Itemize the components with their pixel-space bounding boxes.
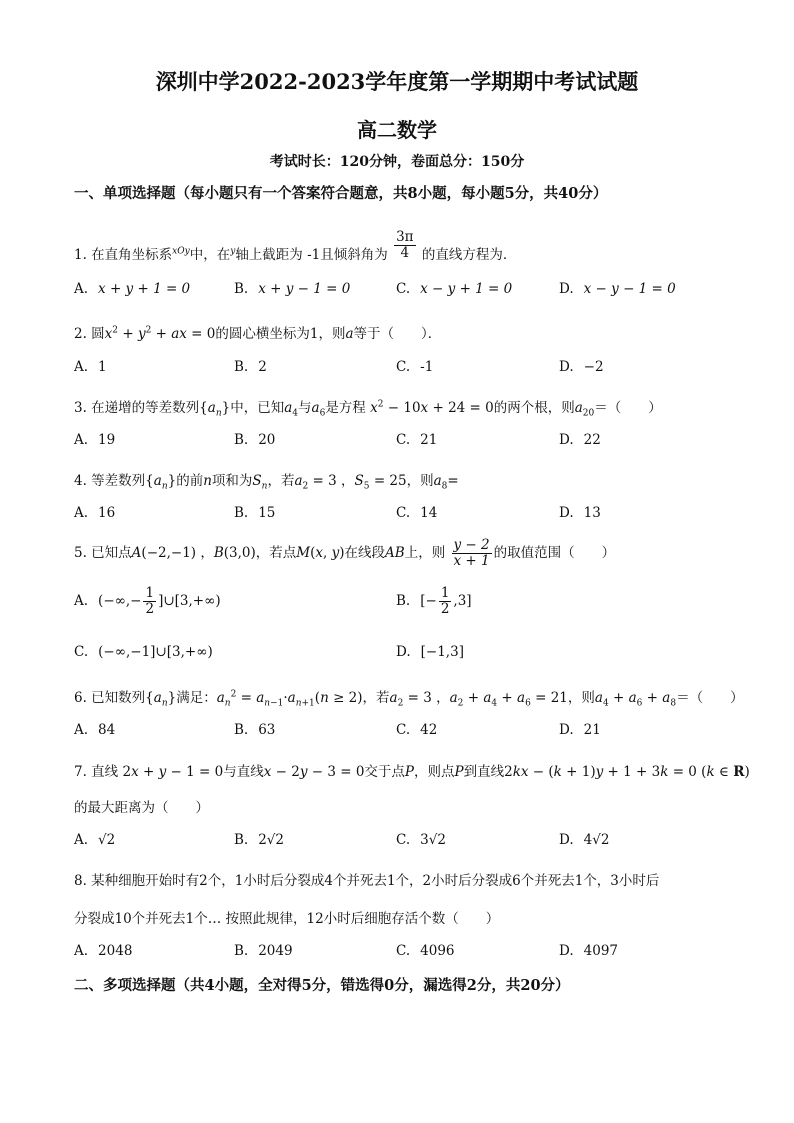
fraction-denominator: 2 (440, 600, 450, 617)
option-text: 20 (258, 432, 276, 448)
q1-text: 轴上截距为 -1且倾斜角为 (235, 246, 388, 263)
q7-text: 到直线 (463, 764, 505, 780)
q1-text: 的直线方程为． (421, 246, 517, 263)
option-text: 2049 (258, 943, 293, 959)
option-c[interactable] (396, 722, 437, 738)
option-text: (−∞,−1]∪[3,+∞) (98, 644, 213, 660)
q5-options-row2 (74, 644, 734, 666)
option-a[interactable] (74, 586, 221, 617)
q5-options-row1 (74, 586, 734, 620)
q4-options (74, 505, 734, 527)
option-label: D. (559, 359, 574, 375)
option-text: 63 (258, 722, 276, 738)
option-a[interactable] (74, 432, 115, 448)
option-text: 13 (583, 505, 601, 521)
option-label: B. (234, 505, 249, 521)
option-a[interactable] (74, 943, 132, 959)
question-1: 1. 在直角坐标系$^{xOy}$中，在$^y$轴上截距为 -1且倾斜角为 $\frac{3\pi}{4}$ 的直线方程为． (74, 229, 517, 263)
q3-text: 中，已知 (230, 400, 285, 416)
q6-text: ，则 (567, 690, 595, 706)
option-a[interactable] (74, 505, 115, 521)
section-single-choice: 一、单项选择题（每小题只有一个答案符合题意，共8小题，每小题5分，共40分） (74, 185, 608, 202)
q7-text-line2: 的最大距离为（ ） (74, 800, 209, 816)
option-text: 22 (583, 432, 601, 448)
option-text: 15 (258, 505, 276, 521)
option-d[interactable] (559, 832, 609, 848)
half-fraction (439, 586, 452, 617)
option-text: 19 (98, 432, 116, 448)
q3-text: ＝（ ） (594, 400, 662, 416)
question-7: 7. 直线 2x + y − 1 = 0与直线x − 2y − 3 = 0交于点P，则点P到直线2kx − (k + 1)y + 1 + 3k = 0 (k ∈ R) (74, 764, 750, 780)
option-label: D. (559, 432, 574, 448)
q5-expression-fraction (452, 538, 492, 569)
option-label: B. (234, 832, 249, 848)
option-label: A. (74, 359, 89, 375)
q6-text: ，若 (362, 690, 390, 706)
option-label: C. (396, 281, 411, 297)
option-label: D. (559, 281, 574, 297)
option-label: A. (74, 722, 89, 738)
question-2: 2. 圆$x^2 + y^2$ + ax = 0的圆心横坐标为1，则a等于（ ）． (74, 325, 442, 342)
option-label: A. (74, 943, 89, 959)
option-text: 21 (583, 722, 601, 738)
q1-text: 1. 在直角坐标系 (74, 246, 173, 263)
option-text: 3√2 (420, 832, 446, 848)
option-label: D. (559, 943, 574, 959)
q5-text: 在线段 (344, 544, 386, 561)
q3-text: 3. 在递增的等差数列 (74, 400, 200, 416)
option-text: x + y + 1 = 0 (98, 281, 191, 297)
q2-text: 的圆心横坐标为1，则 (215, 326, 346, 342)
option-label: B. (234, 281, 249, 297)
question-6: 6. 已知数列$\{a_n\}$满足：$a_n^2 = a_{n-1}\cdot a_{n+1}(n \ge 2)$，若$a_2 = 3$ ，$a_2 + a_4 + a_6 = 21$，则$a_4 + a_6 + a_8=$（ ） (74, 689, 744, 709)
option-label: B. (234, 943, 249, 959)
fraction-numerator: 1 (440, 585, 450, 601)
q3-options (74, 432, 734, 454)
q5-text: 的取值范围（ ） (493, 544, 616, 561)
fraction-denominator: x + 1 (453, 552, 490, 569)
option-b[interactable] (234, 505, 275, 521)
option-text: ,3] (453, 592, 472, 609)
option-b[interactable] (234, 832, 284, 848)
fraction-numerator: 1 (145, 585, 155, 601)
question-8: 8. 某种细胞开始时有2个，1小时后分裂成4个并死去1个，2小时后分裂成6个并死去1个，3小时后 (74, 873, 660, 889)
option-b[interactable] (234, 722, 275, 738)
option-label: B. (234, 722, 249, 738)
q3-text: 是方程 (325, 400, 366, 416)
option-b[interactable] (234, 943, 293, 959)
option-label: A. (74, 505, 89, 521)
option-b[interactable] (234, 281, 350, 297)
option-text: 84 (98, 722, 116, 738)
option-text: 4√2 (583, 832, 610, 848)
option-d[interactable] (559, 505, 601, 521)
option-d[interactable] (559, 432, 601, 448)
option-text: x − y + 1 = 0 (420, 281, 513, 297)
q1-options (74, 281, 734, 303)
option-d[interactable] (396, 644, 464, 660)
q5-text: 5. 已知点 (74, 544, 132, 561)
option-b[interactable] (396, 586, 472, 617)
question-3: 3. 在递增的等差数列$\{a_n\}$中，已知$a_4$与$a_6$是方程 $x^2 - 10x + 24 = 0$的两个根，则$a_{20}=$（ ） (74, 399, 662, 419)
option-a[interactable] (74, 359, 107, 375)
option-d[interactable] (559, 722, 601, 738)
q7-text: 与直线 (223, 764, 264, 780)
option-label: A. (74, 592, 89, 609)
option-label: D. (559, 505, 574, 521)
option-c[interactable] (74, 644, 213, 660)
q7-text: 交于点 (364, 764, 405, 780)
option-text: 2√2 (258, 832, 284, 848)
exam-subject: 高二数学 (357, 118, 437, 142)
option-label: C. (396, 359, 411, 375)
option-text: 4096 (420, 943, 455, 959)
option-a[interactable] (74, 722, 115, 738)
option-label: B. (396, 592, 411, 609)
option-label: A. (74, 432, 89, 448)
q4-text: 的前 (176, 473, 204, 489)
q7-text: ，则点 (414, 764, 455, 780)
option-text: ]∪[3,+∞) (158, 592, 221, 609)
exam-title: 深圳中学2022-2023学年度第一学期期中考试试题 (155, 69, 639, 94)
fraction-numerator: y − 2 (453, 537, 490, 553)
q5-text: ，若点 (255, 544, 297, 561)
q6-text: 满足： (176, 690, 217, 706)
option-label: B. (234, 359, 249, 375)
option-text: 16 (98, 505, 116, 521)
option-c[interactable] (396, 943, 455, 959)
q7-text: 7. 直线 (74, 764, 119, 780)
option-label: D. (559, 832, 574, 848)
q6-text: 6. 已知数列 (74, 690, 146, 706)
option-b[interactable] (234, 359, 267, 375)
half-fraction (143, 586, 156, 617)
option-text: x + y − 1 = 0 (258, 281, 351, 297)
option-label: A. (74, 281, 89, 297)
option-text: 14 (420, 505, 438, 521)
option-label: C. (74, 644, 89, 660)
q2-text: 等于（ ）． (353, 326, 442, 342)
option-text: x − y − 1 = 0 (583, 281, 676, 297)
question-5: 5. 已知点A(−2,−1) ，B(3,0)，若点M(x, y)在线段AB上，则 $\frac{y - 2}{x + 1}$ 的取值范围（ ） (74, 537, 616, 569)
q6-text: ＝（ ） (676, 690, 744, 706)
q5-text: 上，则 (404, 544, 446, 561)
option-c[interactable] (396, 281, 512, 297)
section-multiple-choice: 二、多项选择题（共4小题，全对得5分，错选得0分，漏选得2分，共20分） (74, 977, 570, 994)
option-text: 2048 (98, 943, 133, 959)
option-text: 1 (98, 359, 107, 375)
option-text: (−∞,− (98, 592, 142, 609)
option-text: [− (420, 592, 437, 609)
option-text: 4097 (583, 943, 618, 959)
option-label: C. (396, 432, 411, 448)
fraction-denominator: 2 (145, 600, 155, 617)
option-d[interactable] (559, 943, 618, 959)
question-4: 4. 等差数列$\{a_n\}$的前n项和为$S_n$，若$a_2 = 3$ ，$S_5 = 25$，则$a_8=$ (74, 473, 459, 492)
q2-text: 2. 圆 (74, 326, 105, 342)
option-c[interactable] (396, 505, 437, 521)
exam-info: 考试时长：120分钟，卷面总分：150分 (269, 154, 525, 170)
option-d[interactable] (559, 281, 676, 297)
option-label: D. (559, 722, 574, 738)
option-a[interactable] (74, 281, 190, 297)
option-d[interactable] (559, 359, 604, 375)
q1-text: 中，在 (189, 246, 231, 263)
option-label: C. (396, 832, 411, 848)
fraction-numerator: 3π (396, 229, 414, 245)
option-label: C. (396, 722, 411, 738)
option-c[interactable] (396, 432, 437, 448)
q3-text: 的两个根，则 (493, 400, 575, 416)
option-label: A. (74, 832, 89, 848)
option-text: 42 (420, 722, 438, 738)
option-text: 2 (258, 359, 267, 375)
option-c[interactable] (396, 832, 446, 848)
option-text: √2 (98, 832, 116, 848)
option-text: -1 (420, 359, 434, 375)
option-a[interactable] (74, 832, 115, 848)
option-text: 21 (420, 432, 438, 448)
option-label: B. (234, 432, 249, 448)
q8-text-line2: 分裂成10个并死去1个… 按照此规律，12小时后细胞存活个数（ ） (74, 911, 500, 927)
q8-options (74, 943, 734, 965)
q4-text: ，则 (406, 473, 434, 489)
option-text: [−1,3] (420, 644, 464, 660)
option-label: D. (396, 644, 411, 660)
q1-angle-fraction (394, 230, 415, 261)
q2-options (74, 359, 734, 381)
q6-options (74, 722, 734, 744)
option-label: C. (396, 505, 411, 521)
option-b[interactable] (234, 432, 275, 448)
option-c[interactable] (396, 359, 433, 375)
q7-options (74, 832, 734, 854)
q4-text: 4. 等差数列 (74, 473, 146, 489)
q4-text: ，若 (267, 473, 295, 489)
option-text: −2 (583, 359, 604, 375)
q3-text: 与 (298, 400, 312, 416)
q4-text: 项和为 (211, 473, 253, 489)
option-label: C. (396, 943, 411, 959)
fraction-denominator: 4 (400, 244, 410, 261)
